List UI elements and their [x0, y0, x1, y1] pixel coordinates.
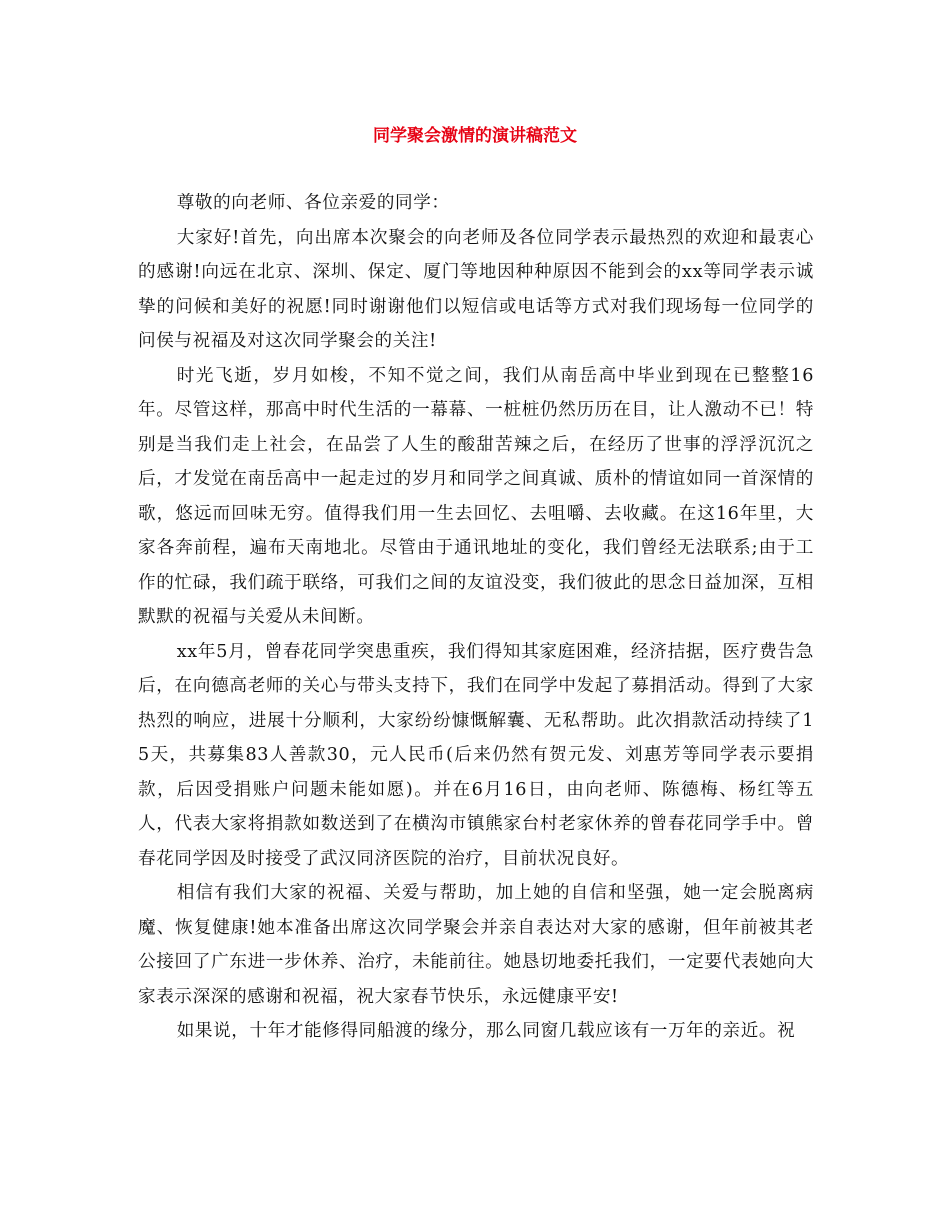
paragraph-greeting: 大家好!首先，向出席本次聚会的向老师及各位同学表示最热烈的欢迎和最衷心的感谢!向远在北京、深圳、保定、厦门等地因种种原因不能到会的xx等同学表示诚挚的问候和美好的祝愿!同时谢谢他们以短信或电话等方式对我们现场每一位同学的问侯与祝福及对这次同学聚会的关注!	[138, 227, 814, 351]
document-body	[138, 186, 814, 1049]
paragraph-salutation: 尊敬的向老师、各位亲爱的同学：	[176, 193, 450, 213]
paragraph-blessing: 相信有我们大家的祝福、关爱与帮助，加上她的自信和坚强，她一定会脱离病魔、恢复健康!她本准备出席这次同学聚会并亲自表达对大家的感谢，但年前被其老公接回了广东进一步休养、治疗，未能前往。她恳切地委托我们，一定要代表她向大家表示深深的感谢和祝福，祝大家春节快乐，永远健康平安!	[138, 883, 814, 1007]
paragraph-fundraising: xx年5月，曾春花同学突患重疾，我们得知其家庭困难，经济拮据，医疗费告急后，在向德高老师的关心与带头支持下，我们在同学中发起了募捐活动。得到了大家热烈的响应，进展十分顺利，大家纷纷慷慨解囊、无私帮助。此次捐款活动持续了15天，共募集83人善款30，元人民币(后来仍然有贺元发、刘惠芳等同学表示要捐款，后因受捐账户问题未能如愿)。并在6月16日，由向老师、陈德梅、杨红等五人，代表大家将捐款如数送到了在横沟市镇熊家台村老家休养的曾春花同学手中。曾春花同学因及时接受了武汉同济医院的治疗，目前状况良好。	[138, 641, 814, 869]
document-title: 同学聚会激情的演讲稿范文	[373, 126, 577, 146]
paragraph-memories: 时光飞逝，岁月如梭，不知不觉之间，我们从南岳高中毕业到现在已整整16年。尽管这样，那高中时代生活的一幕幕、一桩桩仍然历历在目，让人激动不已！特别是当我们走上社会，在品尝了人生的酸甜苦辣之后，在经历了世事的浮浮沉沉之后，才发觉在南岳高中一起走过的岁月和同学之间真诚、质朴的情谊如同一首深情的歌，悠远而回味无穷。值得我们用一生去回忆、去咀嚼、去收藏。在这16年里，大家各奔前程，遍布天南地北。尽管由于通讯地址的变化，我们曾经无法联系;由于工作的忙碌，我们疏于联络，可我们之间的友谊没变，我们彼此的思念日益加深，互相默默的祝福与关爱从未间断。	[138, 365, 814, 627]
paragraph-closing: 如果说，十年才能修得同船渡的缘分，那么同窗几载应该有一万年的亲近。祝	[176, 1021, 796, 1041]
